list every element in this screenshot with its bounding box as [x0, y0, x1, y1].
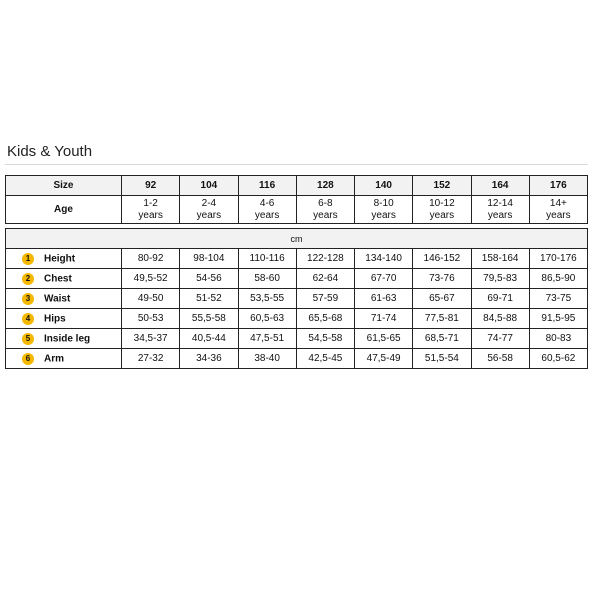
measurement-value: 71-74 — [355, 309, 413, 329]
measurement-value: 34-36 — [180, 349, 238, 369]
age-unit: years — [138, 209, 163, 221]
unit-row — [6, 229, 588, 249]
age-unit: years — [254, 209, 280, 221]
measurement-value: 54,5-58 — [296, 329, 354, 349]
size-cell: 128 — [296, 176, 354, 196]
measurement-value: 38-40 — [238, 349, 296, 369]
measurement-row — [6, 269, 588, 289]
measurement-value: 158-164 — [471, 249, 529, 269]
measurement-value: 61-63 — [355, 289, 413, 309]
measurement-value: 58-60 — [238, 269, 296, 289]
measurement-value: 51,5-54 — [413, 349, 471, 369]
measurement-value: 80-83 — [529, 329, 587, 349]
measurement-value: 67-70 — [355, 269, 413, 289]
measurement-value: 84,5-88 — [471, 309, 529, 329]
age-cell — [238, 196, 296, 224]
measurement-value: 51-52 — [180, 289, 238, 309]
unit-label: cm — [6, 229, 588, 249]
measurement-value: 60,5-63 — [238, 309, 296, 329]
measurement-label: Height — [44, 253, 76, 264]
number-badge-icon: 5 — [22, 333, 34, 345]
size-cell: 152 — [413, 176, 471, 196]
size-cell: 92 — [122, 176, 180, 196]
measurement-value: 40,5-44 — [180, 329, 238, 349]
measurement-value: 62-64 — [296, 269, 354, 289]
age-range: 6-8 — [318, 197, 333, 209]
measurement-value: 73-75 — [529, 289, 587, 309]
measurement-row — [6, 309, 588, 329]
measurement-label: Chest — [44, 273, 72, 284]
age-cell — [413, 196, 471, 224]
measurement-label-cell — [6, 309, 122, 329]
age-cell — [180, 196, 238, 224]
number-badge-icon: 4 — [22, 313, 34, 325]
measurement-value: 47,5-49 — [355, 349, 413, 369]
measurement-value: 134-140 — [355, 249, 413, 269]
measurement-value: 65-67 — [413, 289, 471, 309]
age-label: Age — [6, 196, 122, 224]
page-title: Kids & Youth — [7, 143, 93, 160]
age-row — [6, 196, 588, 224]
measurement-row — [6, 249, 588, 269]
age-unit: years — [546, 209, 571, 221]
measurement-label: Inside leg — [44, 333, 91, 344]
size-row — [6, 176, 588, 196]
age-range: 10-12 — [429, 197, 455, 209]
measurement-row — [6, 289, 588, 309]
measurement-label-cell — [6, 289, 122, 309]
measurement-value: 55,5-58 — [180, 309, 238, 329]
size-cell: 104 — [180, 176, 238, 196]
measurement-value: 54-56 — [180, 269, 238, 289]
measurement-value: 42,5-45 — [296, 349, 354, 369]
measurements-table — [5, 228, 588, 369]
measurement-label-cell — [6, 329, 122, 349]
measurement-value: 79,5-83 — [471, 269, 529, 289]
measurement-value: 57-59 — [296, 289, 354, 309]
age-unit: years — [487, 209, 513, 221]
age-unit: years — [313, 209, 338, 221]
measurement-value: 146-152 — [413, 249, 471, 269]
measurement-value: 73-76 — [413, 269, 471, 289]
measurement-value: 91,5-95 — [529, 309, 587, 329]
measurement-value: 49,5-52 — [122, 269, 180, 289]
size-cell: 164 — [471, 176, 529, 196]
measurement-value: 27-32 — [122, 349, 180, 369]
measurement-row — [6, 349, 588, 369]
measurement-label: Arm — [44, 353, 65, 364]
age-range: 1-2 — [143, 197, 158, 209]
measurement-value: 61,5-65 — [355, 329, 413, 349]
measurement-value: 34,5-37 — [122, 329, 180, 349]
measurement-value: 110-116 — [238, 249, 296, 269]
measurement-value: 86,5-90 — [529, 269, 587, 289]
age-cell — [122, 196, 180, 224]
age-unit: years — [371, 209, 396, 221]
measurement-value: 53,5-55 — [238, 289, 296, 309]
measurement-value: 69-71 — [471, 289, 529, 309]
measurement-value: 68,5-71 — [413, 329, 471, 349]
number-badge-icon: 6 — [22, 353, 34, 365]
measurement-row — [6, 329, 588, 349]
measurement-label: Hips — [44, 313, 66, 324]
age-range: 4-6 — [259, 197, 275, 209]
title-divider — [5, 164, 588, 165]
measurement-value: 65,5-68 — [296, 309, 354, 329]
measurement-label: Waist — [44, 293, 71, 304]
measurement-value: 50-53 — [122, 309, 180, 329]
age-unit: years — [429, 209, 455, 221]
size-cell: 140 — [355, 176, 413, 196]
size-cell: 176 — [529, 176, 587, 196]
measurement-value: 47,5-51 — [238, 329, 296, 349]
measurement-value: 80-92 — [122, 249, 180, 269]
measurement-label-cell — [6, 349, 122, 369]
measurement-value: 49-50 — [122, 289, 180, 309]
measurement-value: 98-104 — [180, 249, 238, 269]
age-cell — [529, 196, 587, 224]
measurement-value: 74-77 — [471, 329, 529, 349]
age-cell — [296, 196, 354, 224]
size-label: Size — [6, 176, 122, 196]
number-badge-icon: 3 — [22, 293, 34, 305]
measurement-value: 60,5-62 — [529, 349, 587, 369]
measurement-value: 170-176 — [529, 249, 587, 269]
size-table — [5, 175, 588, 224]
age-cell — [471, 196, 529, 224]
age-unit: years — [196, 209, 222, 221]
measurement-value: 56-58 — [471, 349, 529, 369]
age-range: 8-10 — [373, 197, 394, 209]
number-badge-icon: 2 — [22, 273, 34, 285]
size-cell: 116 — [238, 176, 296, 196]
measurement-label-cell — [6, 249, 122, 269]
measurement-value: 77,5-81 — [413, 309, 471, 329]
measurement-label-cell — [6, 269, 122, 289]
age-range: 12-14 — [487, 197, 513, 209]
age-range: 14+ — [549, 197, 567, 209]
age-cell — [355, 196, 413, 224]
number-badge-icon: 1 — [22, 253, 34, 265]
age-range: 2-4 — [201, 197, 217, 209]
measurement-value: 122-128 — [296, 249, 354, 269]
